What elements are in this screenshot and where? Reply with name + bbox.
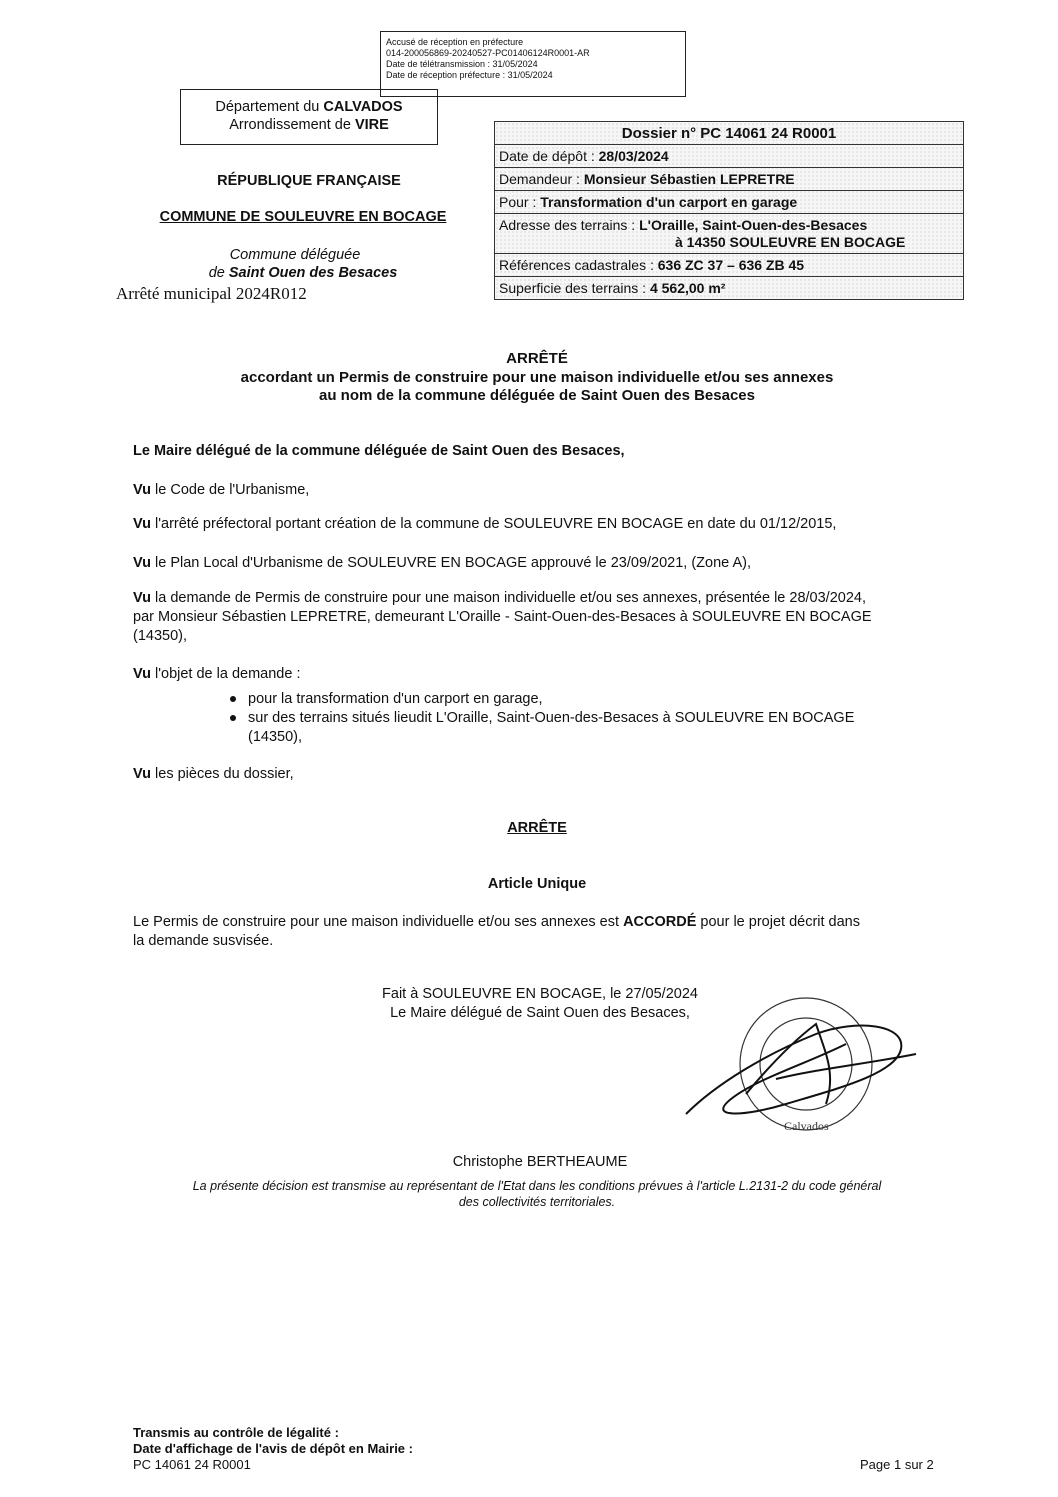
handwritten-signature-icon [686,1024,916,1114]
vu-plu: Vu le Plan Local d'Urbanisme de SOULEUVRE EN BOCAGE approuvé le 23/09/2021, (Zone A), [133,555,751,571]
department-box [180,89,438,145]
article-heading: Article Unique [487,876,587,892]
arrete-title: ARRÊTÉ [506,350,568,367]
article-text: Le Permis de construire pour une maison individuelle et/ou ses annexes est ACCORDÉ pour le projet décrit dans la demande susvisée. [133,914,860,949]
bullet-icon [230,696,236,702]
dossier-row-depot: Date de dépôt : 28/03/2024 [495,145,963,168]
receipt-id: 014-200056869-20240527-PC01406124R0001-AR [386,48,590,58]
dossier-row-superficie: Superficie des terrains : 4 562,00 m² [499,280,726,296]
delegated-commune-label: Commune déléguée [229,247,361,263]
footer-dossier-ref: PC 14061 24 R0001 [133,1457,251,1472]
receipt-reception-date: Date de réception préfecture : 31/05/2024 [386,70,553,80]
list-item: sur des terrains situés lieudit L'Oraille, Saint-Ouen-des-Besaces à SOULEUVRE EN BOCAGE (14350), [230,709,854,747]
seal-text: Calvados [784,1119,829,1133]
signatory-title: Le Maire délégué de Saint Ouen des Besaces, [390,1005,690,1021]
arrete-number: Arrêté municipal 2024R012 [116,284,307,303]
receipt-line: Accusé de réception en préfecture [386,37,524,47]
dossier-row-demandeur: Demandeur : Monsieur Sébastien LEPRETRE [495,168,963,191]
transmission-notice: La présente décision est transmise au représentant de l'Etat dans les conditions prévues à l'article L.2131-2 du code général des collectivités territoriales. [192,1179,882,1209]
footer-legality-control: Transmis au contrôle de légalité : Date d'affichage de l'avis de dépôt en Mairie : [133,1425,413,1456]
dossier-table [494,121,964,300]
arrete-subtitle-1: accordant un Permis de construire pour une maison individuelle et/ou ses annexes [240,369,834,386]
decision-heading: ARRÊTE [507,820,567,836]
vu-arrete-prefectoral: Vu l'arrêté préfectoral portant création de la commune de SOULEUVRE EN BOCAGE en date du 01/12/2015, [133,516,837,532]
maire-statement: Le Maire délégué de la commune déléguée de Saint Ouen des Besaces, [133,443,625,459]
vu-demande: Vu la demande de Permis de construire pour une maison individuelle et/ou ses annexes, présentée le 28/03/2024, par Monsieur Sébastien LEPRETRE, demeurant L'Oraille - Saint-Ouen-des-Besaces à SOULEUVRE EN BOCAGE (14350), [133,590,872,644]
delegated-commune-name: de Saint Ouen des Besaces [208,265,398,281]
arrondissement-line: Arrondissement de VIRE [229,117,389,133]
arrete-subtitle-2: au nom de la commune déléguée de Saint Ouen des Besaces [319,387,755,404]
signatory-name: Christophe BERTHEAUME [452,1154,628,1170]
vu-pieces: Vu les pièces du dossier, [133,766,294,782]
seal-and-signature [676,994,946,1144]
page-number: Page 1 sur 2 [860,1457,934,1472]
vu-objet: Vu l'objet de la demande : [133,666,301,682]
prefecture-receipt-box [380,31,686,97]
list-item: pour la transformation d'un carport en garage, [230,690,543,709]
fait-a-line: Fait à SOULEUVRE EN BOCAGE, le 27/05/2024 [382,986,698,1002]
receipt-transmission-date: Date de télétransmission : 31/05/2024 [386,59,538,69]
vu-code-urbanisme: Vu le Code de l'Urbanisme, [133,482,310,498]
dossier-row-adresse: Adresse des terrains : L'Oraille, Saint-Ouen-des-Besaces à 14350 SOULEUVRE EN BOCAGE [495,214,963,254]
dossier-row-references: Références cadastrales : 636 ZC 37 – 636 ZB 45 [495,254,963,277]
department-line: Département du CALVADOS [215,99,403,115]
commune-heading: COMMUNE DE SOULEUVRE EN BOCAGE [159,209,447,225]
bullet-icon [230,715,236,721]
dossier-number: Dossier n° PC 14061 24 R0001 [495,122,963,145]
dossier-row-pour: Pour : Transformation d'un carport en garage [495,191,963,214]
republic-heading: RÉPUBLIQUE FRANÇAISE [217,173,401,189]
